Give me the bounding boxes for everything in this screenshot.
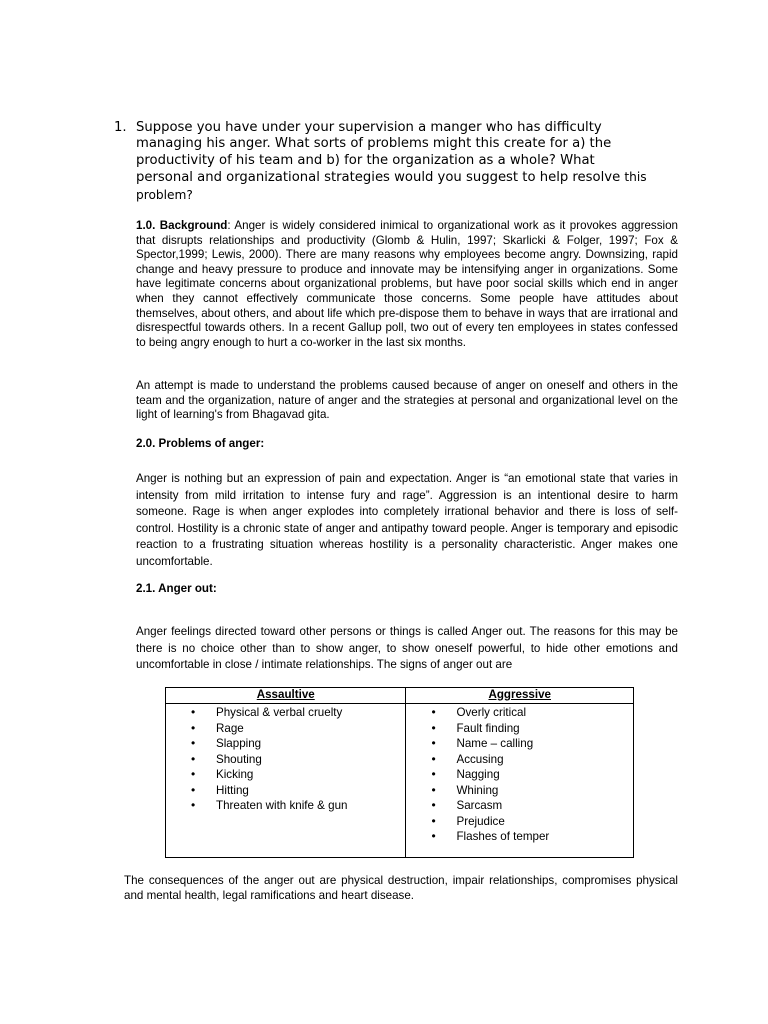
- list-item: • Rage: [166, 721, 405, 737]
- list-item: • Prejudice: [406, 814, 633, 830]
- aggressive-cell: [406, 704, 634, 858]
- assaultive-list: [166, 704, 405, 814]
- table-body-row: [166, 704, 634, 858]
- list-item: • Flashes of temper: [406, 829, 633, 845]
- question-text: [136, 120, 654, 204]
- question-text-main: Suppose you have under your supervision a manger who has difficulty managing his anger. What sorts of problems might this create for a) the productivity of his team and b) for the organization as a whole? What personal and organizational strategies would you suggest to help resolve: [136, 120, 621, 186]
- background-paragraph: [136, 219, 678, 350]
- problems-paragraph: Anger is nothing but an expression of pain and expectation. Anger is “an emotional state that varies in intensity from mild irritation to intense fury and rage”. Aggression is an intentional desire to harm someone. Rage is when anger explodes into completely irrational behavior and there is loss of self-control. Hostility is a chronic state of anger and antipathy toward people. Anger is temporary and episodic reaction to a frustrating situation whereas hostility is a personality characteristic. Anger makes one uncomfortable.: [136, 472, 678, 568]
- list-item: • Name – calling: [406, 736, 633, 752]
- list-item: • Sarcasm: [406, 798, 633, 814]
- background-text: : Anger is widely considered inimical to organizational work as it provokes aggression that disrupts relationships and productivity (Glomb & Hulin, 1997; Skarlicki & Folger, 1997; Fox & Spector,1999; Lewis, 2000). There are many reasons why employees become angry. Downsizing, rapid change and heavy pressure to produce and innovate may be intensifying anger in organizations. Some have legitimate concerns about organizational problems, but have poor social skills which end in anger when they cannot effectively communicate those concerns. Some people have attitudes about themselves, about others, and about life which pre-dispose them to behave in ways that are irrational and disrespectful towards others. In a recent Gallup poll, two out of every ten employees in states confessed to being angry enough to hurt a co-worker in the last six months.: [136, 219, 678, 349]
- background-paragraph-2: An attempt is made to understand the problems caused because of anger on oneself and others in the team and the organization, nature of anger and the strategies at personal and organizational level on the light of learning's from Bhagavad gita.: [136, 379, 678, 422]
- question-1: [114, 120, 654, 204]
- list-item: • Shouting: [166, 752, 405, 768]
- background-heading: 1.0. Background: [136, 219, 228, 232]
- list-item: • Nagging: [406, 767, 633, 783]
- list-item: • Slapping: [166, 736, 405, 752]
- list-item: • Hitting: [166, 783, 405, 799]
- table-header-row: [166, 688, 634, 704]
- header-assaultive: Assaultive: [166, 688, 406, 704]
- consequences-paragraph: The consequences of the anger out are physical destruction, impair relationships, compromises physical and mental health, legal ramifications and heart disease.: [124, 874, 678, 902]
- list-item: • Threaten with knife & gun: [166, 798, 405, 814]
- anger-signs-table: [165, 687, 634, 858]
- problems-heading: 2.0. Problems of anger:: [136, 437, 265, 450]
- header-aggressive: Aggressive: [406, 688, 634, 704]
- question-number: 1.: [114, 120, 127, 135]
- aggressive-list: [406, 704, 633, 845]
- anger-out-heading: 2.1. Anger out:: [136, 582, 217, 595]
- list-item: • Accusing: [406, 752, 633, 768]
- list-item: • Whining: [406, 783, 633, 799]
- list-item: • Kicking: [166, 767, 405, 783]
- assaultive-cell: [166, 704, 406, 858]
- list-item: • Fault finding: [406, 721, 633, 737]
- list-item: • Overly critical: [406, 705, 633, 721]
- question-text-end: this problem?: [136, 170, 647, 202]
- anger-out-paragraph: Anger feelings directed toward other persons or things is called Anger out. The reasons for this may be there is no choice other than to show anger, to show oneself powerful, to hide other emotions and uncomfortable in close / intimate relationships. The signs of anger out are: [136, 625, 678, 671]
- list-item: • Physical & verbal cruelty: [166, 705, 405, 721]
